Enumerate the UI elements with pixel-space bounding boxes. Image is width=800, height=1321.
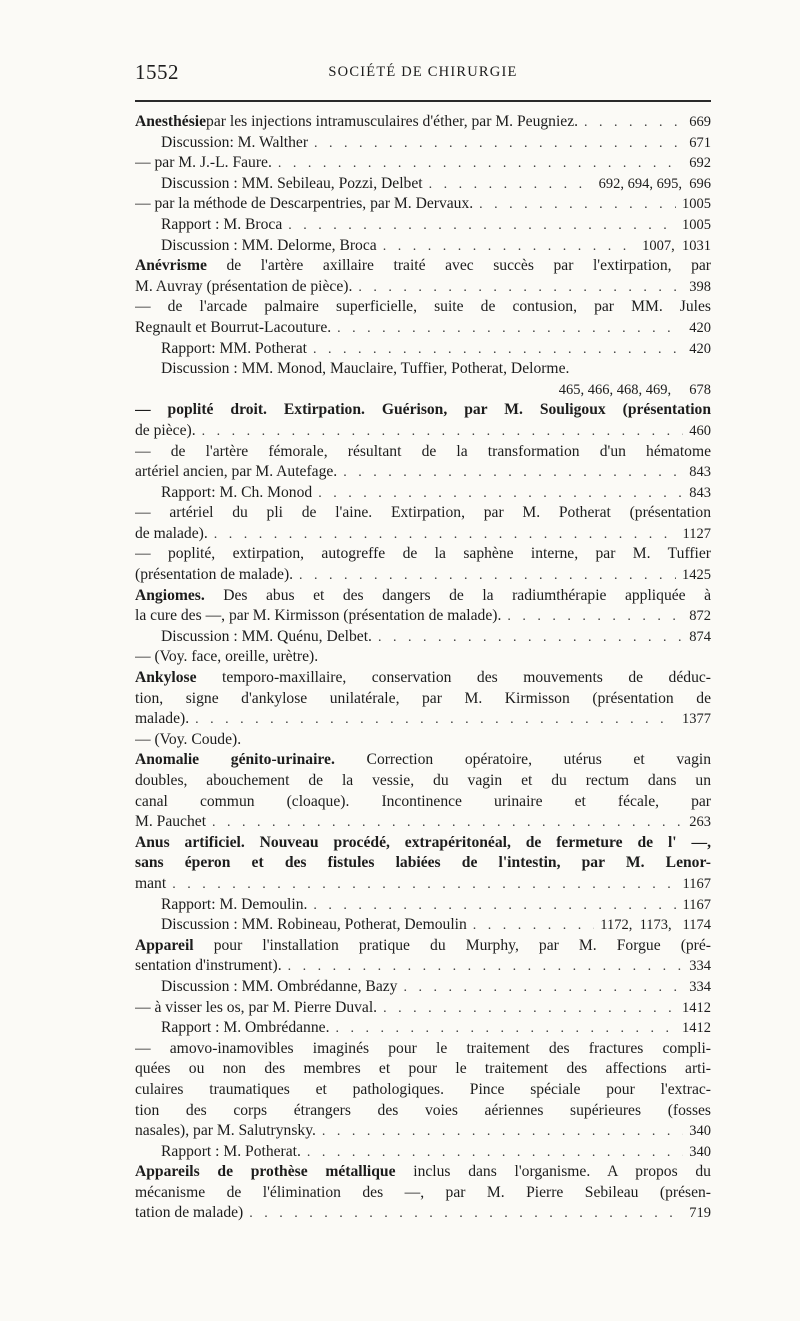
page-reference: 1412 (682, 999, 711, 1016)
leader-dots (212, 813, 683, 833)
index-line (135, 421, 711, 442)
index-line (135, 297, 711, 318)
leader-dots (214, 525, 677, 545)
entry-text: quées ou non des membres et pour le traitement des affections arti- (135, 1060, 711, 1078)
page-reference: 669 (689, 114, 711, 130)
entry-text: Rapport: M. Demoulin. (161, 895, 308, 913)
index-line (135, 1162, 711, 1183)
entry-text: — de l'artère fémorale, résultant de la transformation d'un hématome (135, 442, 711, 460)
page-reference: 1005 (682, 196, 711, 213)
leader-dots (299, 566, 676, 586)
header-rule (135, 100, 711, 102)
leader-dots (307, 1143, 683, 1163)
leader-dots (337, 319, 683, 339)
index-line (135, 112, 711, 133)
entry-text: mant (135, 874, 167, 892)
leader-dots (288, 216, 676, 236)
entry-text: (présentation de malade). (135, 566, 294, 584)
page-reference: 1127 (682, 525, 711, 542)
index-line (135, 895, 711, 916)
leader-dots (288, 957, 684, 977)
index-line (135, 1018, 711, 1039)
entry-text: — (Voy. Coude). (135, 730, 242, 748)
leader-dots (378, 628, 683, 648)
entry-text: Discussion : MM. Delorme, Broca (161, 236, 377, 254)
index-entries (135, 112, 711, 1224)
entry-keyword: Anus artificiel. (135, 833, 245, 851)
entry-keyword: Anesthésie (135, 113, 207, 130)
index-line (135, 524, 711, 545)
entry-text: la cure des —, par M. Kirmisson (présentation de malade). (135, 607, 502, 625)
entry-text: mécanisme de l'élimination des —, par M. Pierre Sebileau (présen- (135, 1183, 711, 1201)
page-reference: 334 (689, 958, 711, 975)
index-line (135, 194, 711, 215)
entry-text: doubles, abouchement de la vessie, du vagin et du rectum dans un (135, 772, 711, 789)
entry-text: malade). (135, 710, 190, 728)
index-line (135, 133, 711, 154)
entry-keyword: Appareil (135, 936, 194, 954)
index-line (135, 1080, 711, 1101)
index-line (135, 627, 711, 648)
entry-text: sentation d'instrument). (135, 957, 282, 975)
page-reference: 1007, 1031 (642, 237, 711, 254)
page-reference: 1412 (682, 1020, 711, 1037)
page-reference: 843 (689, 484, 711, 501)
leader-dots (473, 916, 594, 936)
leader-dots (479, 195, 676, 215)
entry-text: — poplité droit. Extirpation. Guérison, par M. Souligoux (présentation (135, 401, 711, 419)
entry-text: — par M. J.-L. Faure. (135, 154, 272, 172)
leader-dots (172, 875, 676, 895)
leader-dots (202, 422, 684, 442)
entry-text: — par la méthode de Descarpentries, par M. Dervaux. (135, 195, 474, 213)
running-header (135, 58, 711, 88)
page-number: 1552 (135, 60, 179, 84)
page-reference: 460 (689, 422, 711, 439)
leader-dots (383, 999, 676, 1019)
entry-text: Rapport: M. Ch. Monod (161, 483, 313, 501)
page-reference: 719 (689, 1205, 711, 1222)
page-reference: 1377 (682, 711, 711, 728)
entry-text: tion des corps étrangers des voies aériennes supérieures (fosses (135, 1101, 711, 1119)
index-line (135, 1059, 711, 1080)
index-line (135, 1142, 711, 1163)
index-line (135, 730, 711, 751)
page-reference: 340 (689, 1123, 711, 1140)
index-line (135, 483, 711, 504)
entry-text: Rapport : M. Ombrédanne. (161, 1019, 330, 1037)
index-line (135, 833, 711, 854)
entry-text: culaires traumatiques et pathologiques. Pince spéciale pour l'extrac- (135, 1080, 711, 1098)
leader-dots (314, 134, 683, 154)
running-title: SOCIÉTÉ DE CHIRURGIE (328, 64, 518, 80)
index-line (135, 174, 711, 195)
entry-keyword: Appareils de prothèse métallique (135, 1163, 396, 1181)
index-line (135, 936, 711, 957)
leader-dots (507, 607, 683, 627)
page-reference: 465, 466, 468, 469, 678 (558, 381, 711, 398)
index-line (135, 215, 711, 236)
entry-text: Discussion: M. Walther (161, 133, 309, 151)
entry-keyword: Anomalie génito-urinaire. (135, 751, 335, 769)
index-line (135, 915, 711, 936)
index-line (135, 689, 711, 710)
entry-text: Regnault et Bourrut-Lacouture. (135, 318, 332, 336)
page-reference: 420 (689, 319, 711, 336)
leader-dots (318, 484, 683, 504)
index-line (135, 771, 711, 792)
entry-text: Discussion : MM. Quénu, Delbet. (161, 627, 372, 645)
index-line (135, 565, 711, 586)
page-reference: 263 (689, 814, 711, 831)
entry-text: Discussion : MM. Sebileau, Pozzi, Delbet (161, 174, 423, 192)
index-line (135, 1101, 711, 1122)
index-line (135, 750, 711, 771)
index-line (135, 874, 711, 895)
index-line (135, 998, 711, 1019)
entry-text: de malade). (135, 524, 208, 542)
entry-text: — artériel du pli de l'aine. Extirpation, par M. Potherat (présentation (135, 504, 711, 522)
entry-text: Rapport : M. Potherat. (161, 1142, 301, 1160)
page-reference: 671 (689, 134, 711, 151)
leader-dots (249, 1204, 683, 1224)
page-reference: 1167 (682, 875, 711, 892)
index-line (135, 977, 711, 998)
page-reference: 1425 (682, 567, 711, 584)
leader-dots (343, 463, 683, 483)
index-line (135, 400, 711, 421)
entry-text: inclus dans l'organisme. A propos du (395, 1163, 711, 1181)
entry-text: nasales), par M. Salutrynsky. (135, 1122, 316, 1140)
page-reference: 872 (689, 608, 711, 625)
index-line (135, 606, 711, 627)
index-line (135, 442, 711, 463)
entry-text: Des abus et des dangers de la radiumthérapie appliquée à (204, 586, 711, 604)
index-line (135, 503, 711, 524)
index-line (135, 277, 711, 298)
entry-keyword: Angiomes. (135, 586, 205, 604)
entry-text: — amovo-inamovibles imaginés pour le traitement des fractures compli- (135, 1039, 711, 1057)
entry-text: Discussion : MM. Monod, Mauclaire, Tuffier, Potherat, Delorme. (161, 360, 570, 378)
index-line (135, 956, 711, 977)
entry-text: Discussion : MM. Robineau, Potherat, Demoulin (161, 916, 467, 934)
index-line (135, 339, 711, 360)
entry-text: pour l'installation pratique du Murphy, par M. Forgue (pré- (193, 936, 711, 954)
page-reference: 334 (689, 978, 711, 995)
page-reference: 420 (689, 340, 711, 357)
leader-dots (335, 1019, 676, 1039)
page-reference: 874 (689, 628, 711, 645)
index-line (135, 318, 711, 339)
entry-text: par les injections intramusculaires d'éther, par M. Peugniez. (206, 113, 579, 130)
entry-keyword: Ankylose (135, 669, 197, 687)
page-reference: 1172, 1173, 1174 (600, 917, 711, 934)
index-line (135, 256, 711, 277)
leader-dots (313, 340, 683, 360)
entry-text: Rapport : M. Broca (161, 215, 283, 233)
index-line (135, 647, 711, 668)
page-reference: 1167 (682, 896, 711, 913)
entry-text: Rapport: MM. Potherat (161, 339, 307, 357)
page-reference: 398 (689, 278, 711, 295)
leader-dots (358, 278, 683, 298)
index-line (135, 1203, 711, 1224)
entry-text: de pièce). (135, 421, 196, 439)
page-reference: 692, 694, 695, 696 (598, 175, 711, 192)
index-line (135, 586, 711, 607)
entry-text: M. Auvray (présentation de pièce). (135, 277, 353, 295)
entry-text: de l'artère axillaire traité avec succès par l'extirpation, par (206, 257, 711, 275)
index-line (135, 812, 711, 833)
entry-text: — à visser les os, par M. Pierre Duval. (135, 998, 378, 1016)
page-reference: 1005 (682, 216, 711, 233)
leader-dots (313, 896, 676, 916)
page-reference: 692 (689, 155, 711, 172)
leader-dots (383, 237, 636, 257)
index-line (135, 1121, 711, 1142)
index-line (135, 380, 711, 401)
leader-dots (195, 710, 676, 730)
entry-text: — de l'arcade palmaire superficielle, suite de contusion, par MM. Jules (135, 298, 711, 316)
leader-dots (403, 978, 683, 998)
entry-text: M. Pauchet (135, 813, 207, 831)
index-line (135, 544, 711, 565)
entry-text: Discussion : MM. Ombrédanne, Bazy (161, 977, 398, 995)
index-line (135, 709, 711, 730)
page-reference: 843 (689, 464, 711, 481)
entry-text: Nouveau procédé, extrapéritonéal, de fermeture de l' —, (244, 833, 711, 851)
page-reference: 340 (689, 1143, 711, 1160)
index-line (135, 668, 711, 689)
index-line (135, 853, 711, 874)
index-line (135, 236, 711, 257)
entry-text: sans éperon et des fistules labiées de l'intestin, par M. Lenor- (135, 854, 711, 872)
leader-dots (278, 154, 683, 174)
entry-text: tion, signe d'ankylose unilatérale, par M. Kirmisson (présentation de (135, 689, 711, 707)
entry-text: — poplité, extirpation, autogreffe de la saphène interne, par M. Tuffier (135, 545, 711, 563)
entry-keyword: Anévrisme (135, 257, 207, 275)
entry-text: canal commun (cloaque). Incontinence urinaire et fécale, par (135, 792, 711, 810)
entry-text: temporo-maxillaire, conservation des mouvements de déduc- (196, 669, 711, 687)
index-line (135, 462, 711, 483)
leader-dots (322, 1122, 683, 1142)
index-line (135, 359, 711, 380)
index-line (135, 1183, 711, 1204)
index-line (135, 792, 711, 813)
index-line (135, 1039, 711, 1060)
entry-text: Correction opératoire, utérus et vagin (334, 751, 711, 769)
entry-text: artériel ancien, par M. Autefage. (135, 463, 338, 481)
leader-dots (429, 175, 593, 195)
entry-text: — (Voy. face, oreille, urètre). (135, 648, 319, 666)
index-line (135, 153, 711, 174)
entry-text: tation de malade) (135, 1204, 244, 1222)
leader-dots (584, 113, 683, 133)
